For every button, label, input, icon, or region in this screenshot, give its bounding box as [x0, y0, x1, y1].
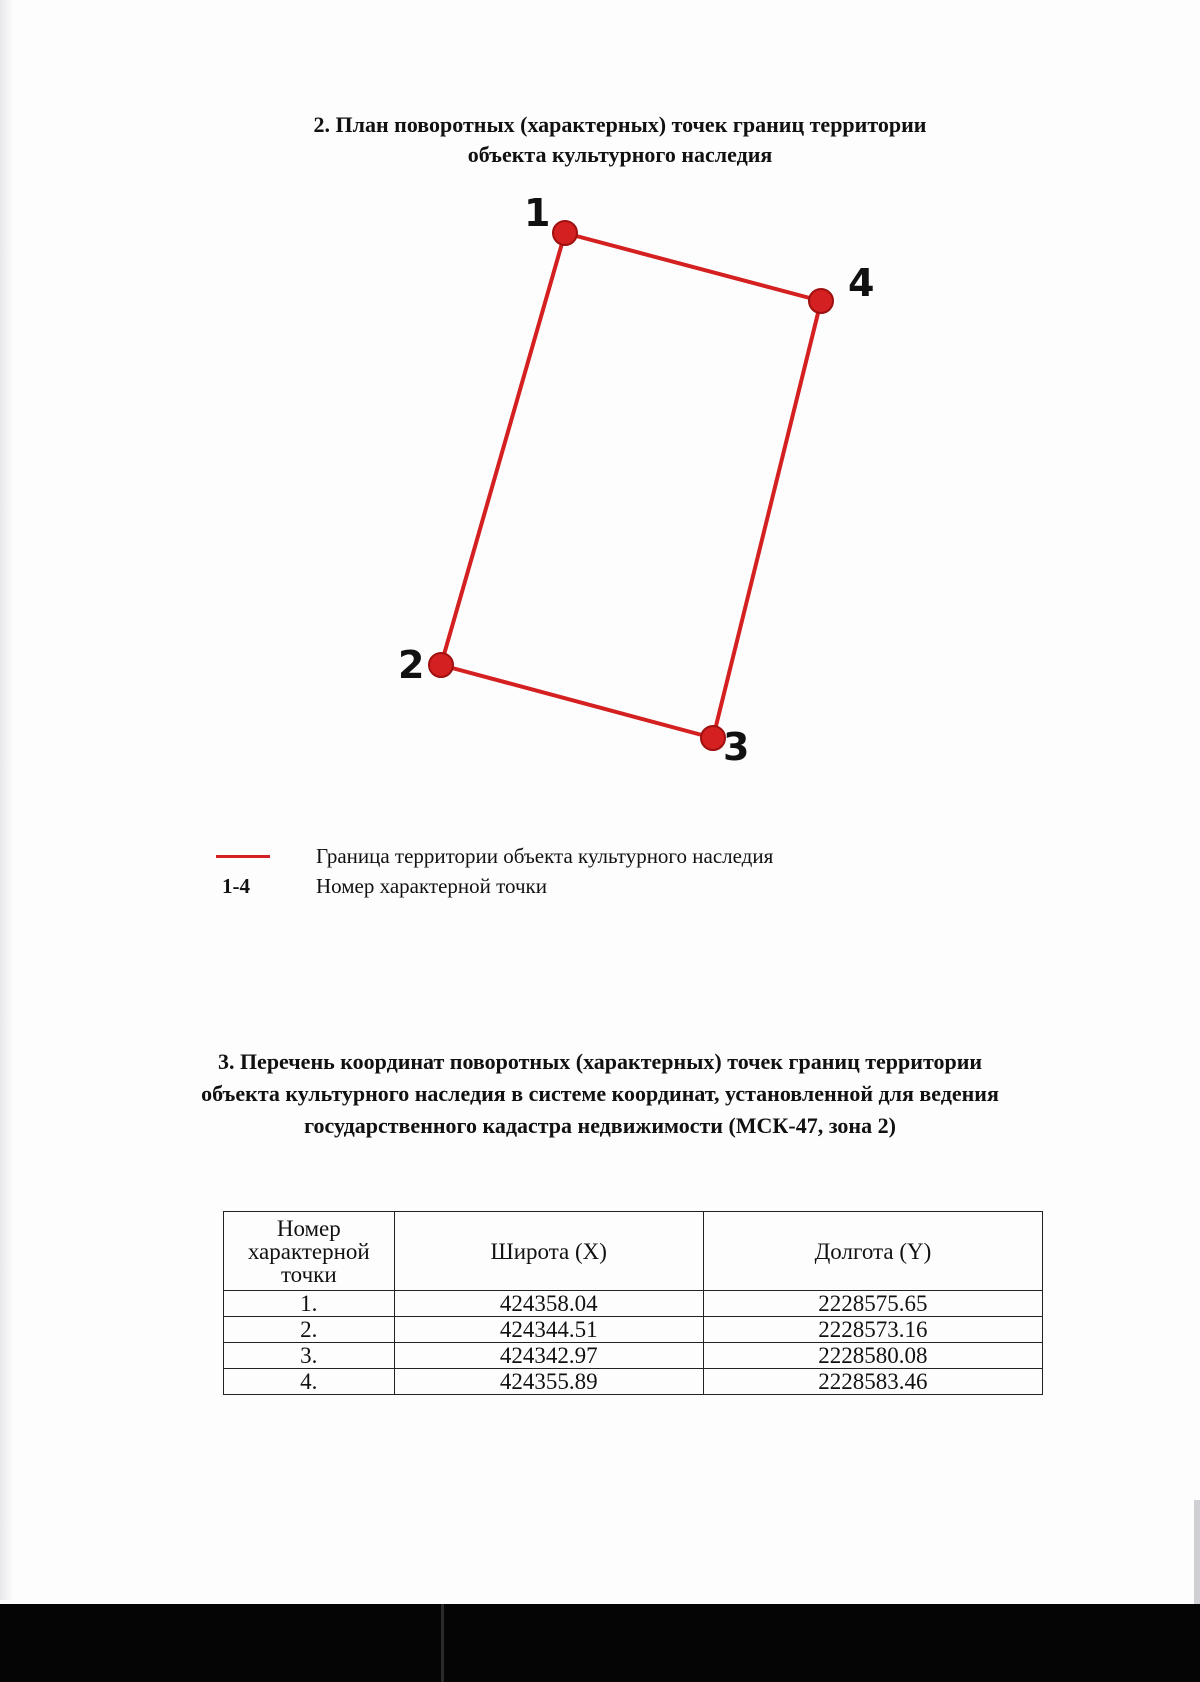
point-number-cell: 4. [224, 1369, 395, 1395]
latitude-cell: 424342.97 [394, 1343, 703, 1369]
table-header-row [224, 1212, 1043, 1291]
point-number-cell: 2. [224, 1317, 395, 1343]
table-row [224, 1317, 1043, 1343]
legend-boundary-line-swatch [216, 855, 270, 858]
column-header-longitude: Долгота (Y) [703, 1212, 1042, 1291]
latitude-cell: 424355.89 [394, 1369, 703, 1395]
boundary-point-3-label: 3 [723, 725, 750, 769]
section-3-title-line-2: объекта культурного наследия в системе координат, установленной для ведения [201, 1081, 999, 1106]
legend-item [210, 872, 1010, 900]
boundary-plan [0, 0, 1200, 800]
section-2-title-line-1: 2. План поворотных (характерных) точек границ территории [313, 112, 927, 137]
section-3-title-line-1: 3. Перечень координат поворотных (характерных) точек границ территории [217, 1049, 983, 1074]
longitude-cell: 2228575.65 [703, 1291, 1042, 1317]
boundary-point-2-label: 2 [398, 643, 425, 687]
boundary-polygon [441, 233, 821, 738]
legend-item-label: Номер характерной точки [316, 874, 547, 898]
coordinates-table [223, 1211, 1043, 1395]
scan-bottom-border [0, 1604, 1200, 1682]
column-header-latitude: Широта (X) [394, 1212, 703, 1291]
point-number-cell: 3. [224, 1343, 395, 1369]
table-row [224, 1343, 1043, 1369]
section-2-title-line-2: объекта культурного наследия [467, 142, 773, 167]
boundary-point-3-marker [701, 726, 725, 750]
point-number-cell: 1. [224, 1291, 395, 1317]
longitude-cell: 2228573.16 [703, 1317, 1042, 1343]
section-3-title-line-3: государственного кадастра недвижимости (МСК-47, зона 2) [304, 1113, 896, 1138]
column-header-point-number: Номер характерной точки [224, 1212, 395, 1291]
boundary-point-1-marker [553, 221, 577, 245]
legend-item-label: Граница территории объекта культурного наследия [316, 844, 774, 868]
latitude-cell: 424344.51 [394, 1317, 703, 1343]
legend-item [210, 842, 1010, 870]
scan-edge [1194, 1500, 1200, 1604]
boundary-point-2-marker [429, 653, 453, 677]
longitude-cell: 2228583.46 [703, 1369, 1042, 1395]
boundary-point-1-label: 1 [524, 191, 551, 235]
latitude-cell: 424358.04 [394, 1291, 703, 1317]
boundary-point-4-marker [809, 289, 833, 313]
table-row [224, 1291, 1043, 1317]
table-row [224, 1369, 1043, 1395]
section-3-title [0, 1046, 1200, 1142]
longitude-cell: 2228580.08 [703, 1343, 1042, 1369]
scan-border-split [441, 1604, 444, 1682]
boundary-point-4-label: 4 [848, 261, 875, 305]
legend-point-number-symbol: 1-4 [222, 874, 250, 898]
